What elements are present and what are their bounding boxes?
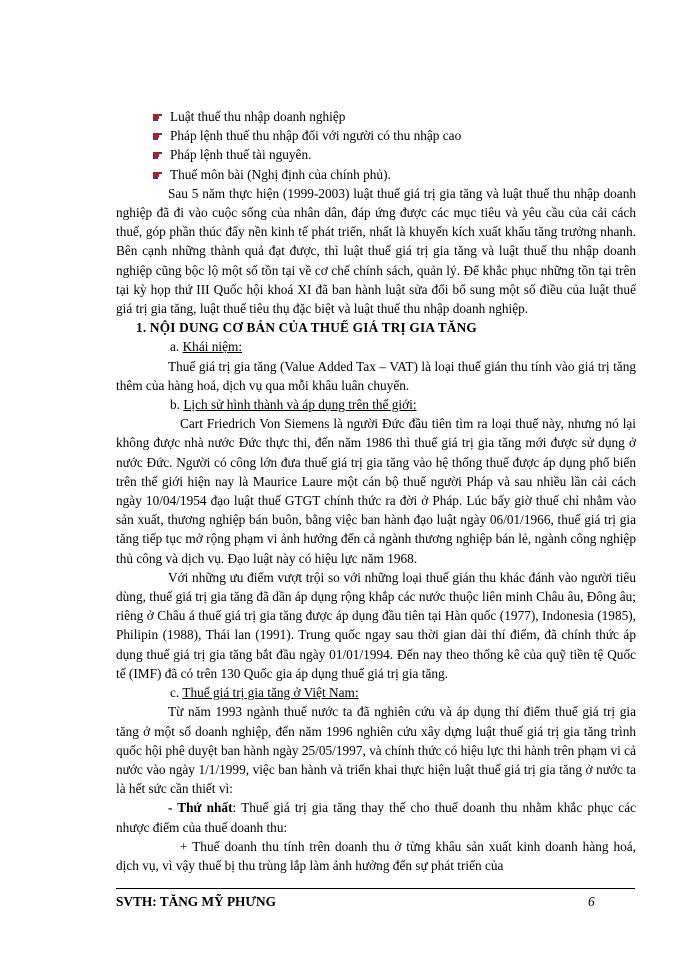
paragraph-vietnam: Từ năm 1993 ngành thuế nước ta đã nghiên cứu và áp dụng thí điểm thuế giá trị gia tăng ở một số doanh nghiệp, đến năm 1996 nghiên cứu xây dựng luật thuế giá trị gia tăng trình quốc hội phê duyệt ban hành ngày 25/05/1997, và chính thức có hiệu lực thi hành trên phạm vi cả nước vào ngày 1/1/1999, việc ban hành và triển khai thực hiện luật thuế giá trị gia tăng ở nước ta là hết sức cần thiết vì: <box>116 704 636 797</box>
point-first-lead: - Thứ nhất <box>168 800 233 816</box>
subsection-label: b. <box>170 397 180 413</box>
subsection-title: Khái niệm: <box>182 339 243 355</box>
footer-divider <box>116 888 635 889</box>
footer-author: SVTH: TĂNG MỸ PHƯNG <box>116 894 276 909</box>
bullet-text: Thuế môn bài (Nghị định của chính phủ). <box>170 166 391 182</box>
paragraph-adoption: Với những ưu điểm vượt trội so với những loại thuế gián thu khác đánh vào người tiêu dùng, thuế giá trị gia tăng đã dần áp dụng rộng khắp các nước thuộc liên minh Châu âu, Đông âu; riêng ở Châu á thuế giá trị gia tăng được áp dụng đầu tiên tại Hàn quốc (1977), Indonesia (1985), Philipin (1988), Thái lan (1991). Trung quốc ngay sau thời gian dài thí điểm, đã chính thức áp dụng thuế giá trị gia tăng bắt đầu ngày 01/01/1994. Đến nay theo thống kê của quỹ tiền tệ Quốc tế (IMF) đã có trên 130 Quốc gia áp dụng thuế giá trị gia tăng. <box>116 569 636 681</box>
subsection-heading-c <box>116 683 636 702</box>
point-first <box>116 798 636 836</box>
point-plus: + Thuế doanh thu tính trên doanh thu ở từng khâu sản xuất kinh doanh hàng hoá, dịch vụ, vì vậy thuế bị thu trùng lắp làm ảnh hưởng đến sự phát triển của <box>116 838 636 873</box>
hand-pointer-icon <box>152 111 163 122</box>
subsection-label: a. <box>170 339 180 355</box>
page-number: 6 <box>588 894 595 909</box>
subsection-title: Lịch sử hình thành và áp dụng trên thế giới: <box>183 397 417 413</box>
bullet-text: Luật thuế thu nhập doanh nghiệp <box>170 109 346 124</box>
intro-paragraph: Sau 5 năm thực hiện (1999-2003) luật thuế giá trị gia tăng và luật thuế thu nhập doanh nghiệp đã đi vào cuộc sống của nhân dân, đáp ứng được các mục tiêu và yêu cầu của cải cách thuế, góp phần thúc đẩy nền kinh tế phát triển, nhất là khuyến kích xuất khẩu tăng trưởng nhanh. Bên cạnh những thành quả đạt được, thì luật thuế giá trị gia tăng và luật thuế thu nhập doanh nghiệp cũng bộc lộ một số tồn tại về cơ chế chính sách, quản lý. Để khắc phục những tồn tại trên tại kỳ họp thứ III Quốc hội khoá XI đã ban hành luật sửa đổi bổ sung một số điều của luật thuế giá trị gia tăng, luật thuế tiêu thụ đặc biệt và luật thuế thu nhập doanh nghiệp. <box>116 185 636 317</box>
bullet-text: Pháp lệnh thuế thu nhập đối với người có thu nhập cao <box>170 128 462 144</box>
paragraph-definition: Thuế giá trị gia tăng (Value Added Tax – VAT) là loại thuế gián thu tính vào giá trị tăng thêm của hàng hoá, dịch vụ qua mỗi khâu luân chuyển. <box>116 358 636 393</box>
paragraph-history: Cart Friedrich Von Siemens là người Đức đầu tiên tìm ra loại thuế này, nhưng nó lại không được nhà nước Đức thực thi, đến năm 1986 thì thuế giá trị gia tăng mới được sử dụng ở nước Đức. Người có công lớn đưa thuế giá trị gia tăng vào hệ thống thuế được áp dụng phổ biến trên thế giới hiện nay là Maurice Laure một cán bộ thuế người Pháp và sau nhiều lần cải cách ngày 10/04/1954 đạo luật thuế GTGT chính thức ra đời ở Pháp. Lúc bấy giờ thuế chỉ nhằm vào sản xuất, thương nghiệp bán buôn, bằng việc ban hành đạo luật ngày 06/01/1966, thuế giá trị gia tăng tiếp tục mở rộng phạm vi ảnh hưởng đến cả ngành thương nghiệp bán lẻ, ngành công nghiệp thủ công và dịch vụ. Đạo luật này có hiệu lực năm 1968. <box>116 416 636 566</box>
subsection-heading-a <box>116 337 636 356</box>
subsection-label: c. <box>170 685 180 701</box>
hand-pointer-icon <box>152 130 163 141</box>
subsection-heading-b <box>116 395 636 414</box>
bullet-item <box>116 165 636 184</box>
bullet-text: Pháp lệnh thuế tài nguyên. <box>170 147 312 163</box>
section-title: 1. NỘI DUNG CƠ BẢN CỦA THUẾ GIÁ TRỊ GIA TĂNG <box>136 320 477 336</box>
bullet-item <box>116 126 636 145</box>
hand-pointer-icon <box>152 149 163 160</box>
subsection-title: Thuế giá trị gia tăng ở Việt Nam: <box>182 685 359 701</box>
document-body <box>116 107 636 875</box>
bullet-item <box>116 107 636 126</box>
point-first-text: : Thuế giá trị gia tăng thay thế cho thuế doanh thu nhằm khắc phục các nhược điểm của thuế doanh thu: <box>116 800 636 835</box>
bullet-item <box>116 145 636 164</box>
hand-pointer-icon <box>152 169 163 180</box>
